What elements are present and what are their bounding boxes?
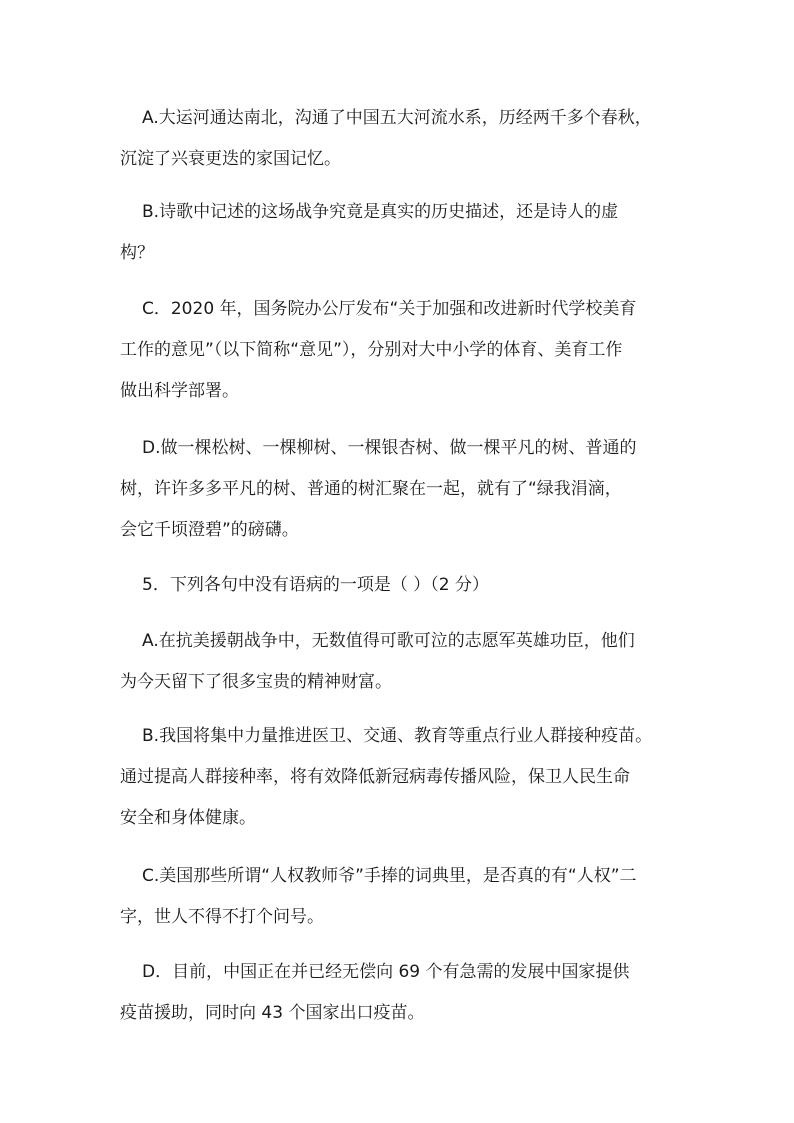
q4-option-b — [120, 192, 680, 274]
text-line: 会它千顷澄碧”的磅礴。 — [120, 520, 299, 540]
text-line: D．目前，中国正在并已经无偿向 69 个有急需的发展中国家提供 — [142, 962, 630, 982]
text-line: 沉淀了兴衰更迭的家国记忆。 — [120, 149, 341, 169]
text-line: 为今天留下了很多宝贵的精神财富。 — [120, 672, 392, 692]
text-line: 树，许许多多平凡的树、普通的树汇聚在一起，就有了“绿我涓滴， — [120, 479, 622, 499]
q5-question — [120, 565, 680, 606]
text-line: A.大运河通达南北，沟通了中国五大河流水系，历经两千多个春秋， — [142, 108, 652, 128]
q4-option-d — [120, 428, 680, 551]
q5-option-c — [120, 856, 680, 938]
q5-option-a — [120, 621, 680, 703]
text-line: B.诗歌中记述的这场战争究竟是真实的历史描述，还是诗人的虚 — [142, 202, 619, 222]
q5-option-d — [120, 952, 680, 1034]
text-line: C.美国那些所谓“人权教师爷”手捧的词典里，是否真的有“人权”二 — [142, 866, 637, 886]
q4-option-c — [120, 289, 680, 412]
text-line: D.做一棵松树、一棵柳树、一棵银杏树、做一棵平凡的树、普通的 — [142, 438, 637, 458]
q5-option-b — [120, 716, 680, 839]
text-line: 疫苗援助，同时向 43 个国家出口疫苗。 — [120, 1003, 425, 1023]
text-line: 通过提高人群接种率，将有效降低新冠病毒传播风险，保卫人民生命 — [120, 767, 630, 787]
text-line: 安全和身体健康。 — [120, 808, 256, 828]
text-line: B.我国将集中力量推进医卫、交通、教育等重点行业人群接种疫苗。 — [142, 726, 653, 746]
text-line: 字，世人不得不打个问号。 — [120, 907, 324, 927]
text-line: 工作的意见”（以下简称“意见”），分别对大中小学的体育、美育工作 — [120, 340, 623, 360]
text-line: C．2020 年，国务院办公厅发布“关于加强和改进新时代学校美育 — [142, 299, 637, 319]
q4-option-a — [120, 98, 680, 180]
question-text: 5．下列各句中没有语病的一项是（ ）（2 分） — [142, 575, 489, 595]
text-line: A.在抗美援朝战争中，无数值得可歌可泣的志愿军英雄功臣，他们 — [142, 631, 635, 651]
text-line: 做出科学部署。 — [120, 381, 239, 401]
text-line: 构？ — [120, 243, 154, 263]
